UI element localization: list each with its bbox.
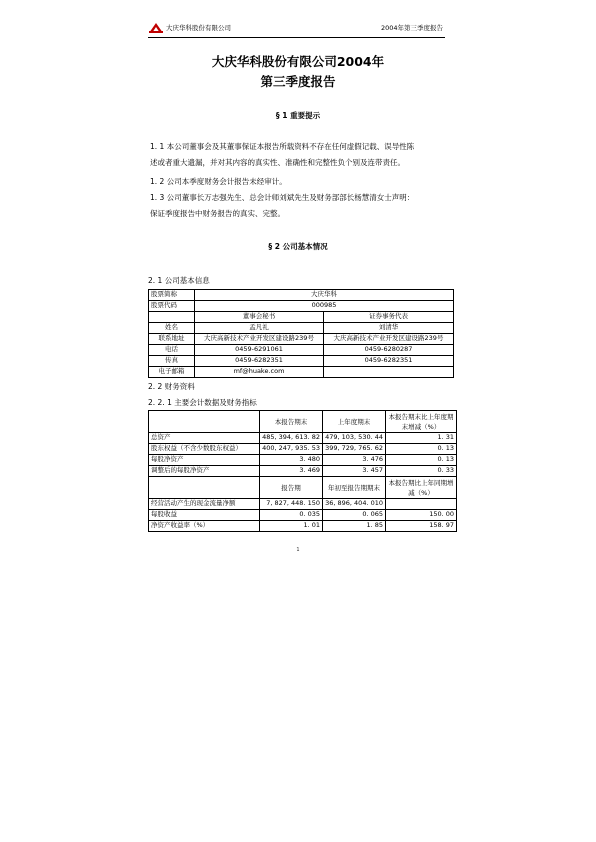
table-cell: 000985 [195,301,454,312]
table-row [149,312,454,323]
table-cell: 485, 394, 613. 82 [260,433,323,444]
table-cell [149,411,260,433]
document-title-line1: 大庆华科股份有限公司2004年 [211,54,385,69]
table-cell: 36, 896, 404. 010 [323,499,386,510]
page-number: 1 [296,547,300,553]
table-cell: 大庆华科 [195,290,454,301]
table-cell: 3. 457 [323,466,386,477]
table-cell: 孟凡礼 [195,323,324,334]
table-header-cell: 董事会秘书 [195,312,324,323]
table-header-cell: 本报告期末 [260,411,323,433]
table-row [149,433,457,444]
table-cell: 0. 035 [260,510,323,521]
table-cell: 0459-6280287 [324,345,454,356]
table-cell: 0459-6282351 [324,356,454,367]
table-header-cell: 证券事务代表 [324,312,454,323]
paragraph-line: 1. 3 公司董事长万志强先生、总会计师刘斌先生及财务部部长杨慧清女士声明： [150,193,415,202]
header-report-name: 2004年第三季度报告 [380,24,443,32]
table-cell: 电话 [149,345,195,356]
table-cell: 1. 31 [386,433,457,444]
table-row [149,477,457,499]
section1-paragraph1 [150,139,450,171]
row-label: 每股收益 [149,510,260,521]
table-row [149,323,454,334]
table-row [149,455,457,466]
table-cell: 大庆高新技术产业开发区建设路239号 [195,334,324,345]
table-cell: 1. 01 [260,521,323,532]
row-label: 股东权益（不含少数股东权益） [149,444,260,455]
table-cell: 0459-6291061 [195,345,324,356]
section1-heading: § 1 重要提示 [275,111,321,120]
table-row [149,290,454,301]
table-row [149,301,454,312]
table-cell: 0. 33 [386,466,457,477]
table-cell: 0. 065 [323,510,386,521]
table-cell: 400, 247, 935. 53 [260,444,323,455]
financial-indicators-table [148,410,457,532]
table-cell: 传真 [149,356,195,367]
table-cell: 158. 97 [386,521,457,532]
table-cell [149,312,195,323]
table-row [149,499,457,510]
table-cell: 0. 13 [386,444,457,455]
table-cell: 0459-6282351 [195,356,324,367]
row-label: 净资产收益率（%） [149,521,260,532]
table-cell: 3. 469 [260,466,323,477]
table-row [149,334,454,345]
paragraph-line: 1. 1 本公司董事会及其董事保证本报告所载资料不存在任何虚假记载、误导性陈 [150,142,415,151]
table-cell [149,477,260,499]
table-row [149,367,454,378]
table-cell [324,367,454,378]
section1-paragraph3 [150,190,450,222]
table-row [149,466,457,477]
table-row [149,521,457,532]
table-header-cell: 本报告期末比上年度期末增减（%） [386,411,457,433]
company-info-table [148,289,454,378]
table-header-cell: 本报告期比上年同期增减（%） [386,477,457,499]
table-cell: 479, 103, 530. 44 [323,433,386,444]
table-row [149,444,457,455]
page-header [148,20,445,38]
row-label: 经营活动产生的现金流量净额 [149,499,260,510]
table-cell: 7, 827, 448. 150 [260,499,323,510]
table-cell: 联系地址 [149,334,195,345]
section1-paragraph2: 1. 2 公司本季度财务会计报告未经审计。 [150,177,287,186]
table-header-cell: 上年度期末 [323,411,386,433]
table-cell: 399, 729, 765. 62 [323,444,386,455]
table-header-cell: 年初至报告期期末 [323,477,386,499]
table-row [149,345,454,356]
table-row [149,356,454,367]
row-label: 总资产 [149,433,260,444]
table-cell: 3. 480 [260,455,323,466]
table-cell: 3. 476 [323,455,386,466]
paragraph-line: 保证季度报告中财务报告的真实、完整。 [150,209,285,218]
table-cell: 股票简称 [149,290,195,301]
table-cell: 姓名 [149,323,195,334]
table-cell: 0. 13 [386,455,457,466]
section2-heading: § 2 公司基本情况 [268,242,328,251]
subsection-basic-info: 2. 1 公司基本信息 [148,276,210,285]
subsection-key-indicators: 2. 2. 1 主要会计数据及财务指标 [148,398,257,407]
table-cell: 1. 85 [323,521,386,532]
email-link[interactable]: mf@huake.com [195,367,324,378]
company-logo-icon [149,22,163,33]
table-cell: 电子邮箱 [149,367,195,378]
table-row [149,411,457,433]
subsection-financial: 2. 2 财务资料 [148,382,195,391]
table-cell: 刘清华 [324,323,454,334]
header-company: 大庆华科股份有限公司 [166,24,231,32]
row-label: 每股净资产 [149,455,260,466]
table-cell [386,499,457,510]
table-cell: 大庆高新技术产业开发区建设路239号 [324,334,454,345]
table-cell: 股票代码 [149,301,195,312]
document-title-line2: 第三季度报告 [260,74,336,89]
row-label: 调整后的每股净资产 [149,466,260,477]
table-row [149,510,457,521]
paragraph-line: 述或者重大遗漏，并对其内容的真实性、准确性和完整性负个别及连带责任。 [150,158,405,167]
table-cell: 150. 00 [386,510,457,521]
table-header-cell: 报告期 [260,477,323,499]
